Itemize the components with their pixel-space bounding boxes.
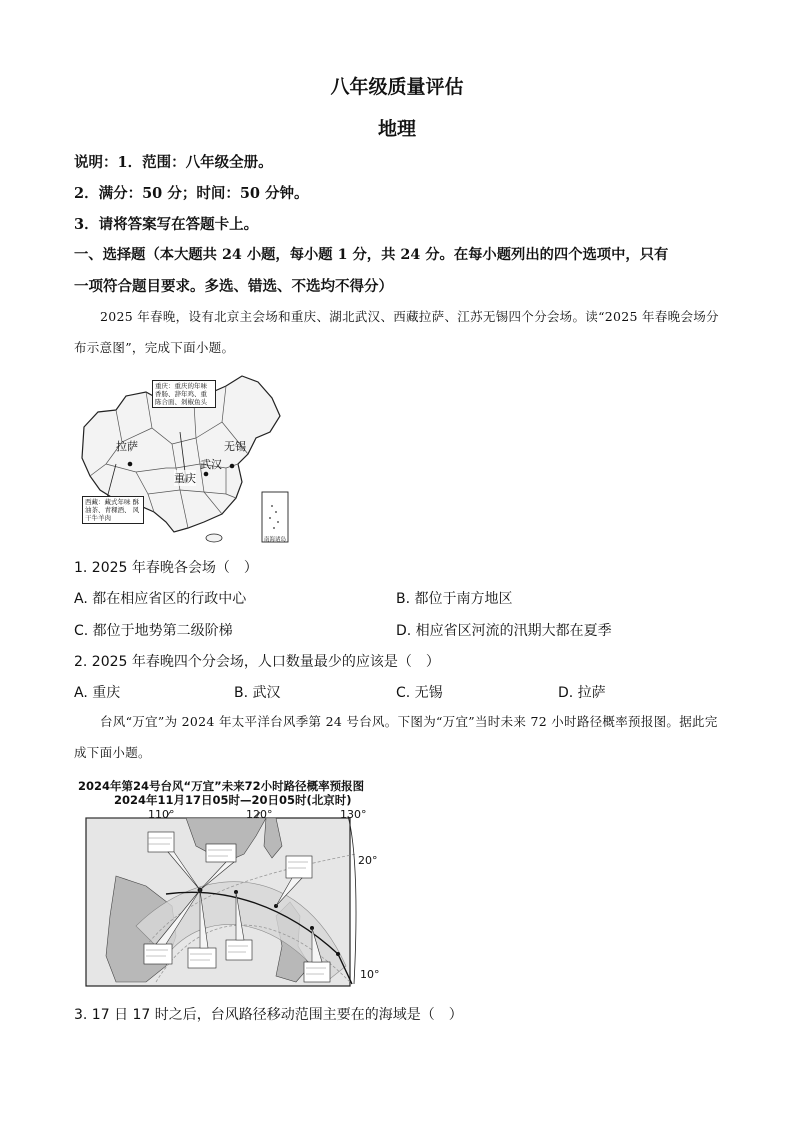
lat-20-label: 20° (358, 854, 378, 867)
subject-title: 地理 (377, 118, 416, 140)
q2-stem: 2. 2025 年春晚四个分会场，人口数量最少的应该是（ ） (74, 654, 440, 670)
typhoon-map-subtitle: 2024年11月17日05时—20日05时(北京时) (114, 793, 352, 807)
typhoon-map-title: 2024年第24号台风“万宜”未来72小时路径概率预报图 (78, 779, 365, 793)
q1-option-c[interactable]: C. 都位于地势第二级阶梯 (74, 623, 233, 639)
typhoon-map-svg (76, 806, 388, 988)
q3-stem: 3. 17 日 17 时之后，台风路径移动范围主要在的海域是（ ） (74, 1007, 463, 1023)
lat-10-label: 10° (360, 968, 380, 981)
wuhan-dot (204, 472, 209, 477)
q1-stem: 1. 2025 年春晚各会场（ ） (74, 560, 258, 576)
wuxi-dot (230, 464, 235, 469)
passage-1: 2025 年春晚，设有北京主会场和重庆、湖北武汉、西藏拉萨、江苏无锡四个分会场。读“2025 年春晚会场分布示意图”，完成下面小题。 (74, 309, 719, 355)
instruction-2: 2．满分：50 分；时间：50 分钟。 (74, 185, 309, 202)
q1-option-a[interactable]: A. 都在相应省区的行政中心 (74, 591, 247, 607)
lon-130-label: 130° (340, 808, 367, 821)
q1-option-b[interactable]: B. 都位于南方地区 (396, 591, 513, 607)
lhasa-dot (128, 462, 133, 467)
city-wuhan-label: 武汉 (200, 458, 222, 471)
instruction-3: 3．请将答案写在答题卡上。 (74, 216, 259, 233)
page-title: 八年级质量评估 (330, 76, 464, 98)
tibet-callout: 西藏：藏式年味 酥油茶、青稞酒、 风干牛羊肉 (82, 496, 144, 524)
city-chongqing-label: 重庆 (174, 472, 196, 485)
q2-option-b[interactable]: B. 武汉 (234, 685, 281, 701)
typhoon-map-figure (76, 776, 388, 988)
chongqing-callout: 重庆：重庆的年味 香肠、辞年鸡、重 陈合面、剁椒鱼头 (152, 380, 216, 408)
q2-option-a[interactable]: A. 重庆 (74, 685, 121, 701)
section-header-line1: 一、选择题（本大题共 24 小题，每小题 1 分，共 24 分。在每小题列出的四个选项中，只有 (74, 247, 669, 263)
city-wuxi-label: 无锡 (224, 440, 246, 453)
passage-2: 台风“万宜”为 2024 年太平洋台风季第 24 号台风。下图为“万宜”当时未来 72 小时路径概率预报图。据此完成下面小题。 (74, 714, 718, 760)
instruction-1: 说明：1．范围：八年级全册。 (74, 154, 273, 171)
china-map-figure (76, 372, 292, 548)
q2-option-c[interactable]: C. 无锡 (396, 685, 443, 701)
track-point (336, 952, 340, 956)
inset-label: 南海诸岛 (264, 537, 287, 543)
section-header-line2: 一项符合题目要求。多选、错选、不选均不得分） (74, 278, 393, 295)
q2-option-d[interactable]: D. 拉萨 (558, 685, 606, 701)
lon-110-label: 110° (148, 808, 175, 821)
city-lhasa-label: 拉萨 (116, 440, 138, 453)
lon-120-label: 120° (246, 808, 273, 821)
q1-option-d[interactable]: D. 相应省区河流的汛期大都在夏季 (396, 623, 612, 639)
